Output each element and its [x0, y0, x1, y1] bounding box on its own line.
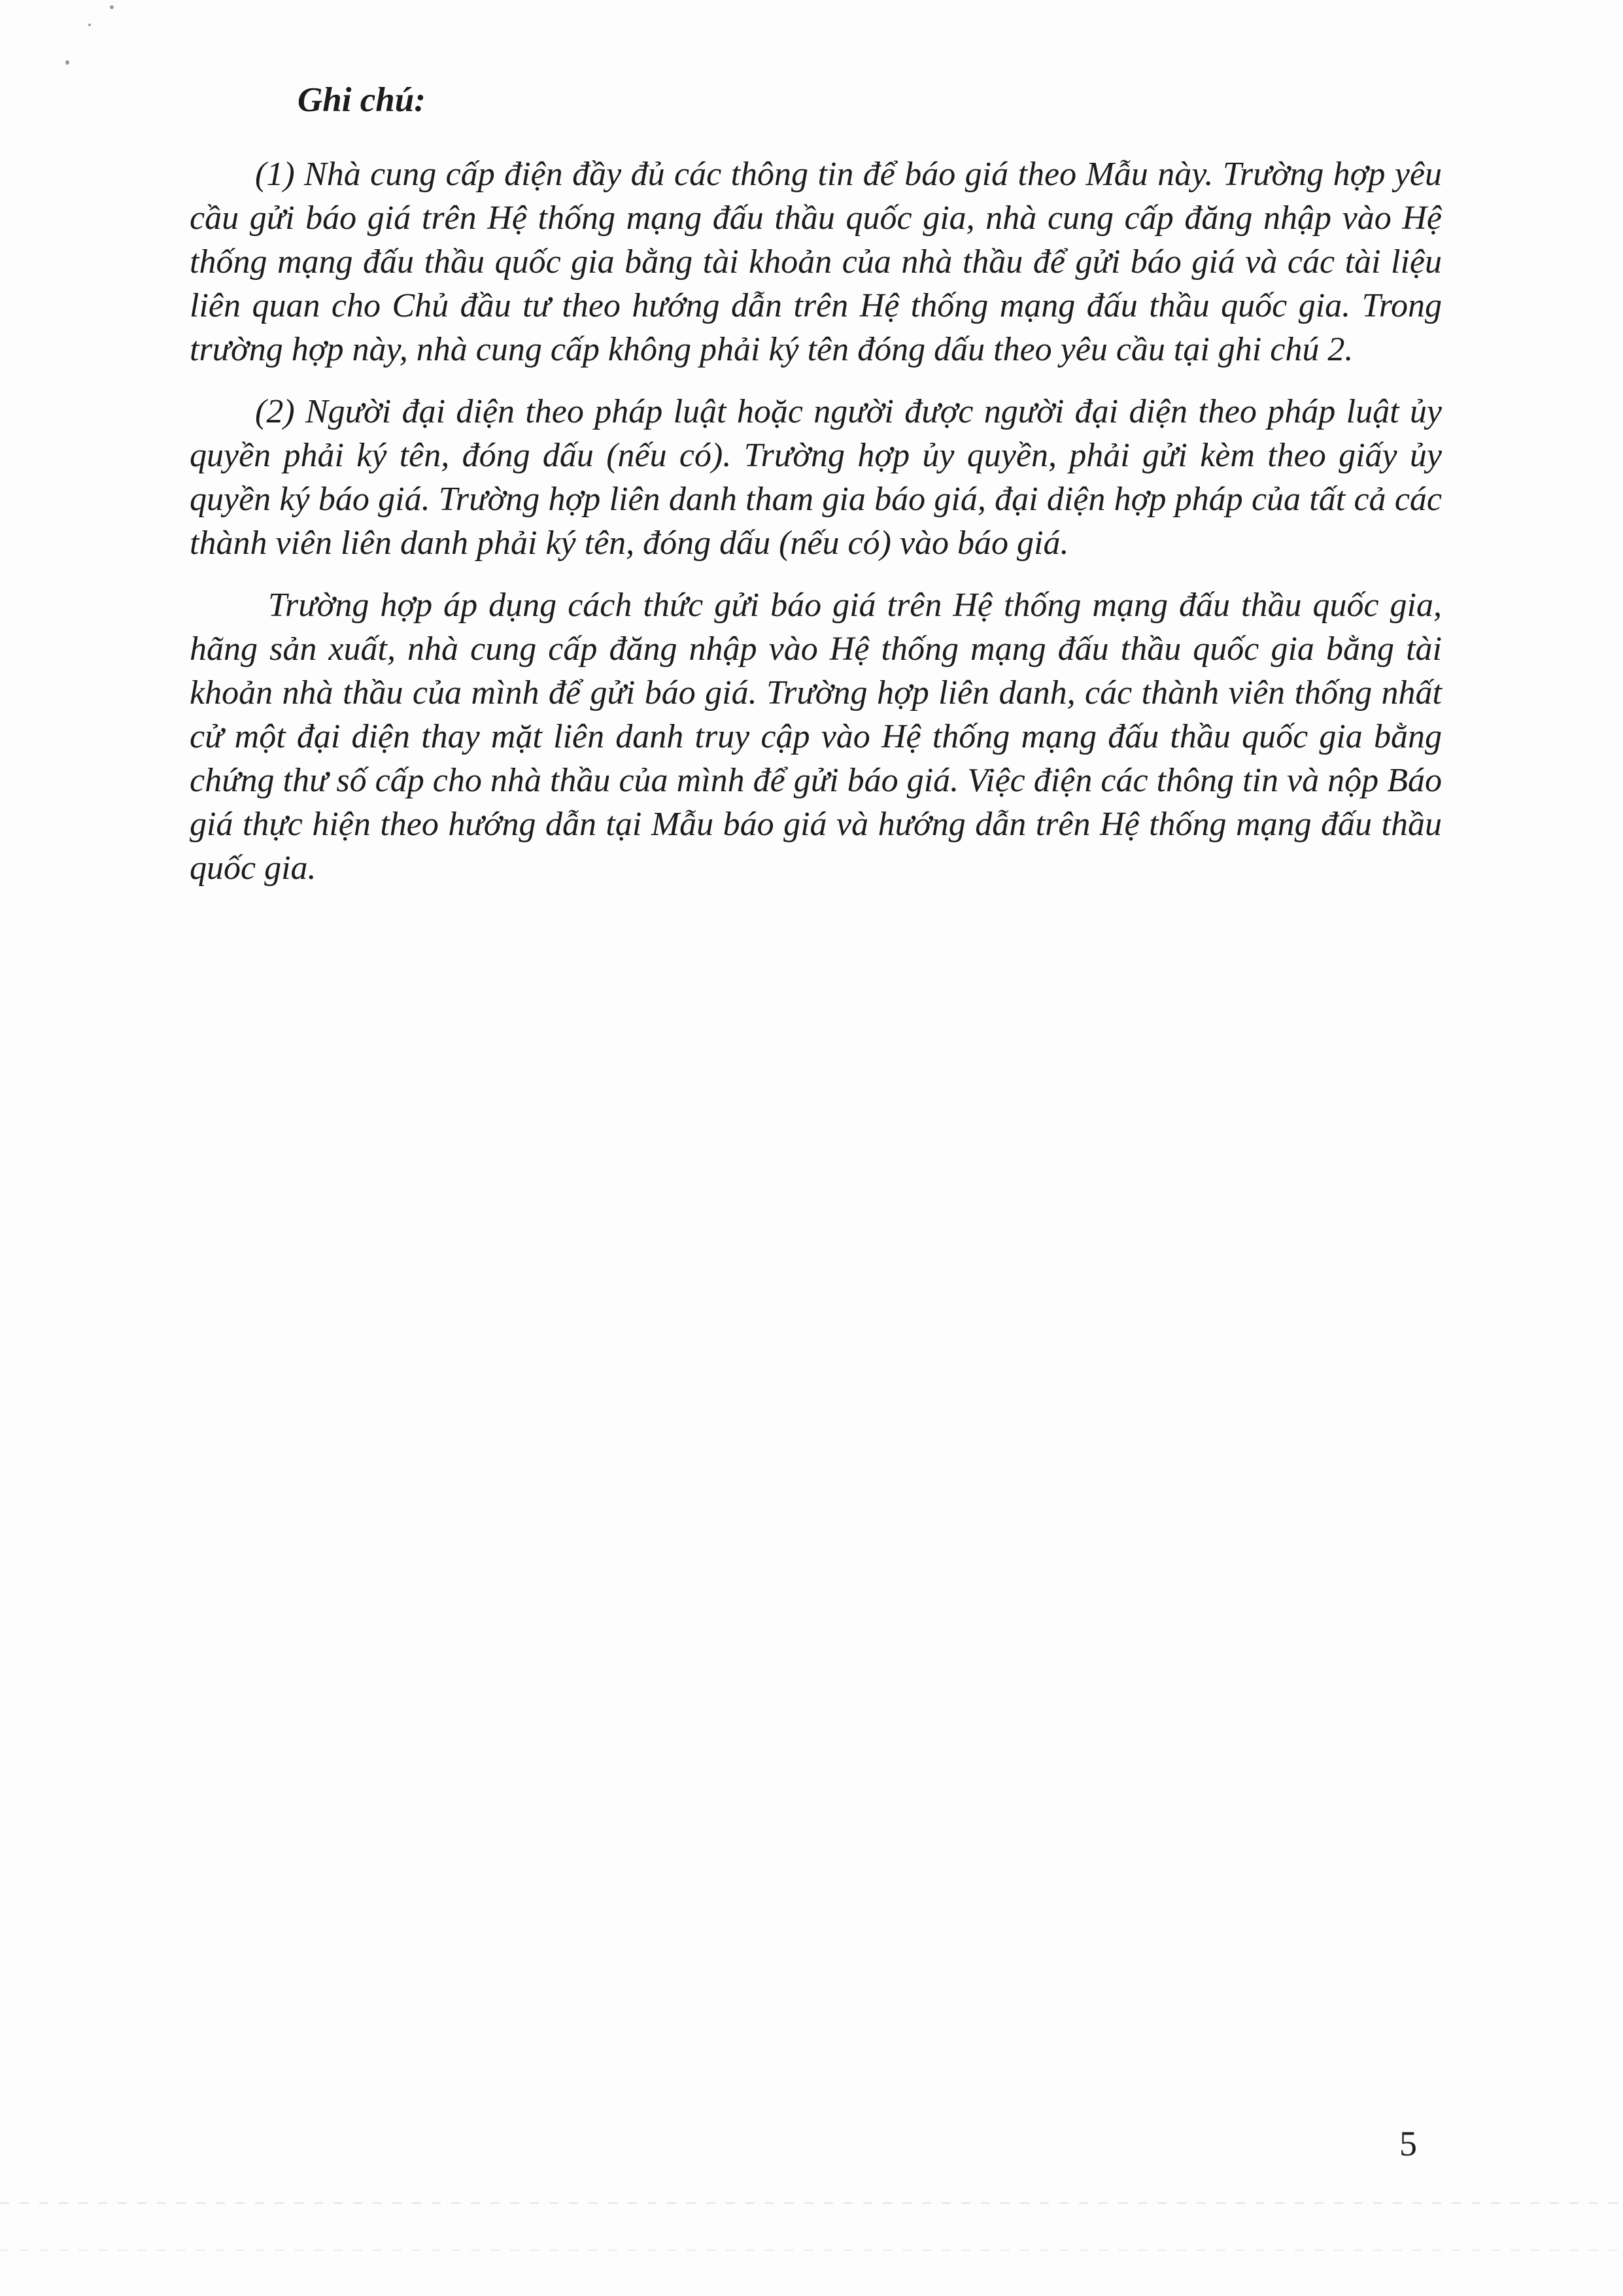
- scan-speck: [88, 24, 91, 26]
- note-paragraph-1: (1) Nhà cung cấp điện đầy đủ các thông tin để báo giá theo Mẫu này. Trường hợp yêu cầu gửi báo giá trên Hệ thống mạng đấu thầu quốc gia, nhà cung cấp đăng nhập vào Hệ thống mạng đấu thầu quốc gia bằng tài khoản của nhà thầu để gửi báo giá và các tài liệu liên quan cho Chủ đầu tư theo hướng dẫn trên Hệ thống mạng đấu thầu quốc gia. Trong trường hợp này, nhà cung cấp không phải ký tên đóng dấu theo yêu cầu tại ghi chú 2.: [190, 156, 1442, 368]
- scan-edge-line: [0, 2202, 1623, 2204]
- notes-title: Ghi chú:: [298, 81, 426, 119]
- page-number: 5: [1399, 2124, 1417, 2163]
- scan-speck: [65, 60, 69, 65]
- notes-section: [190, 78, 1442, 908]
- scan-edge-line: [0, 2250, 1623, 2251]
- note-paragraph-2: (2) Người đại diện theo pháp luật hoặc người được người đại diện theo pháp luật ủy quyền phải ký tên, đóng dấu (nếu có). Trường hợp ủy quyền, phải gửi kèm theo giấy ủy quyền ký báo giá. Trường hợp liên danh tham gia báo giá, đại diện hợp pháp của tất cả các thành viên liên danh phải ký tên, đóng dấu (nếu có) vào báo giá.: [190, 393, 1442, 562]
- note-paragraph-3: Trường hợp áp dụng cách thức gửi báo giá trên Hệ thống mạng đấu thầu quốc gia, hãng sản xuất, nhà cung cấp đăng nhập vào Hệ thống mạng đấu thầu quốc gia bằng tài khoản nhà thầu của mình để gửi báo giá. Trường hợp liên danh, các thành viên thống nhất cử một đại diện thay mặt liên danh truy cập vào Hệ thống mạng đấu thầu quốc gia bằng chứng thư số cấp cho nhà thầu của mình để gửi báo giá. Việc điện các thông tin và nộp Báo giá thực hiện theo hướng dẫn tại Mẫu báo giá và hướng dẫn trên Hệ thống mạng đấu thầu quốc gia.: [190, 587, 1442, 887]
- scan-speck: [110, 5, 114, 9]
